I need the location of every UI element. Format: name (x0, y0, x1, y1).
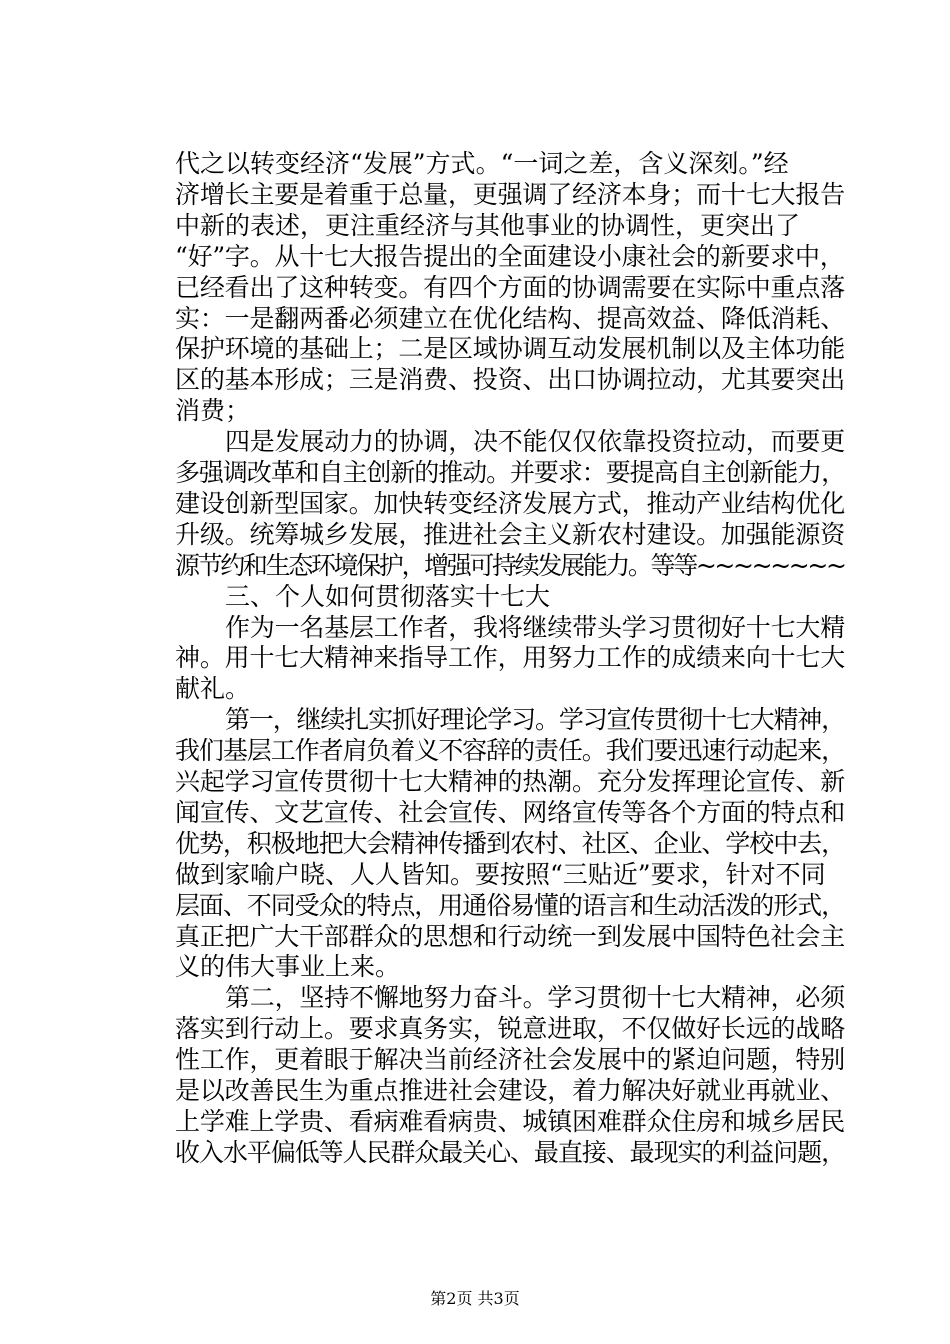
text-line: 真正把广大干部群众的思想和行动统一到发展中国特色社会主 (175, 921, 846, 951)
text-line: 兴起学习宣传贯彻十七大精神的热潮。充分发挥理论宣传、新 (175, 767, 846, 796)
text-line: 收入水平偏低等人民群众最关心、最直接、最现实的利益问题， (175, 1137, 846, 1167)
page-footer: 第2页 共3页 (430, 1289, 520, 1308)
text-line: 义的伟大事业上来。 (175, 952, 401, 982)
text-line: 中新的表述，更注重经济与其他事业的协调性，更突出了 (175, 210, 801, 240)
text-line: “好”字。从十七大报告提出的全面建设小康社会的新要求中， (175, 241, 845, 271)
text-line: 建设创新型国家。加快转变经济发展方式，推动产业结构优化 (175, 488, 846, 518)
text-line: 多强调改革和自主创新的推动。并要求：要提高自主创新能力， (175, 458, 846, 487)
text-line: 第二，坚持不懈地努力奋斗。学习贯彻十七大精神，必须 (225, 983, 846, 1013)
text-line: 做到家喻户晓、人人皆知。要按照“三贴近”要求，针对不同 (175, 859, 826, 889)
text-line: 第一，继续扎实抓好理论学习。学习宣传贯彻十七大精神， (225, 705, 846, 735)
text-line: 保护环境的基础上；二是区域协调互动发展机制以及主体功能 (175, 334, 846, 364)
text-line: 层面、不同受众的特点，用通俗易懂的语言和生动活泼的形式， (175, 890, 846, 920)
text-line: 上学难上学贵、看病难看病贵、城镇困难群众住房和城乡居民 (175, 1106, 846, 1136)
text-line: 济增长主要是着重于总量，更强调了经济本身；而十七大报告 (175, 179, 846, 209)
text-line: 代之以转变经济“发展”方式。“一词之差，含义深刻。”经 (175, 149, 789, 178)
text-line: 消费； (175, 396, 251, 426)
text-line: 神。用十七大精神来指导工作，用努力工作的成绩来向十七大 (175, 643, 846, 673)
text-line: 区的基本形成；三是消费、投资、出口协调拉动，尤其要突出 (175, 365, 846, 395)
text-line: 闻宣传、文艺宣传、社会宣传、网络宣传等各个方面的特点和 (175, 797, 846, 827)
text-line: 四是发展动力的协调，决不能仅仅依靠投资拉动，而要更 (225, 427, 846, 457)
text-line: 落实到行动上。要求真务实，锐意进取，不仅做好长远的战略 (175, 1014, 846, 1044)
text-line: 是以改善民生为重点推进社会建设，着力解决好就业再就业、 (175, 1076, 846, 1105)
text-line: 已经看出了这种转变。有四个方面的协调需要在实际中重点落 (175, 272, 846, 302)
text-line: 作为一名基层工作者，我将继续带头学习贯彻好十七大精 (225, 612, 846, 642)
text-line: 我们基层工作者肩负着义不容辞的责任。我们要迅速行动起来， (175, 736, 846, 766)
text-line: 源节约和生态环境保护，增强可持续发展能力。等等~~~~~~~~ (175, 550, 845, 580)
text-line: 性工作，更着眼于解决当前经济社会发展中的紧迫问题，特别 (175, 1045, 846, 1075)
text-line: 献礼。 (175, 674, 251, 704)
text-line: 三、个人如何贯彻落实十七大 (225, 581, 551, 611)
text-line: 实：一是翻两番必须建立在优化结构、提高效益、降低消耗、 (175, 303, 846, 333)
text-line: 优势，积极地把大会精神传播到农村、社区、企业、学校中去， (175, 828, 846, 858)
text-line: 升级。统筹城乡发展，推进社会主义新农村建设。加强能源资 (175, 519, 846, 549)
